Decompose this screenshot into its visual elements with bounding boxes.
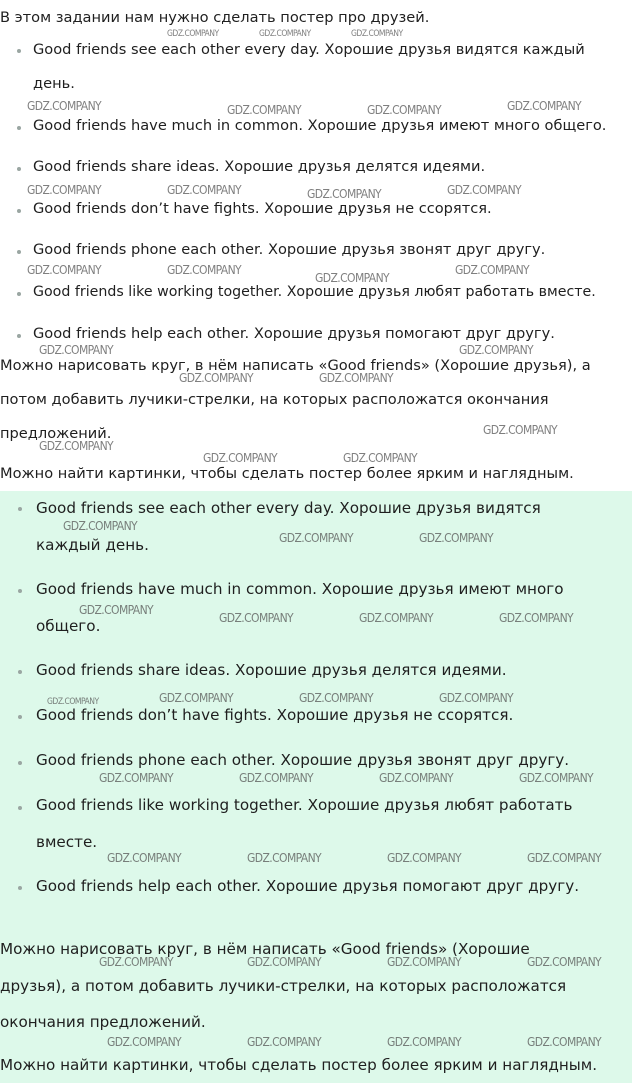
- watermark: GDZ.COMPANY: [379, 771, 454, 785]
- watermark: GDZ.COMPANY: [455, 263, 530, 277]
- watermark: GDZ.COMPANY: [239, 771, 314, 785]
- list-item: Good friends have much in common. Хорошие друзья имеют много: [36, 580, 564, 598]
- list-item: Good friends phone each other. Хорошие друзья звонят друг другу.: [36, 751, 570, 769]
- watermark: GDZ.COMPANY: [315, 271, 390, 285]
- watermark: GDZ.COMPANY: [527, 955, 602, 969]
- watermark: GDZ.COMPANY: [279, 531, 354, 545]
- watermark: GDZ.COMPANY: [519, 771, 594, 785]
- watermark: GDZ.COMPANY: [351, 29, 403, 39]
- watermark: GDZ.COMPANY: [39, 343, 114, 357]
- watermark: GDZ.COMPANY: [99, 955, 174, 969]
- paragraph-line: Можно нарисовать круг, в нём написать «Good friends» (Хорошие: [0, 940, 530, 958]
- watermark: GDZ.COMPANY: [527, 851, 602, 865]
- watermark: GDZ.COMPANY: [247, 1035, 322, 1049]
- watermark: GDZ.COMPANY: [167, 183, 242, 197]
- bullet: [18, 806, 22, 810]
- paragraph-line: окончания предложений.: [0, 1013, 206, 1031]
- paragraph-line: предложений.: [0, 425, 112, 442]
- watermark: GDZ.COMPANY: [167, 263, 242, 277]
- bullet: [18, 507, 22, 511]
- list-item: Good friends help each other. Хорошие друзья помогают друг другу.: [33, 325, 555, 342]
- watermark: GDZ.COMPANY: [387, 955, 462, 969]
- watermark: GDZ.COMPANY: [419, 531, 494, 545]
- watermark: GDZ.COMPANY: [459, 343, 534, 357]
- watermark: GDZ.COMPANY: [527, 1035, 602, 1049]
- list-item-continuation: день.: [33, 75, 75, 92]
- list-item-continuation: вместе.: [36, 833, 98, 851]
- list-item: Good friends like working together. Хорошие друзья любят работать вместе.: [33, 284, 596, 300]
- bullet: [17, 250, 21, 254]
- watermark: GDZ.COMPANY: [343, 451, 418, 465]
- watermark: GDZ.COMPANY: [63, 519, 138, 533]
- watermark: GDZ.COMPANY: [203, 451, 278, 465]
- watermark: GDZ.COMPANY: [387, 1035, 462, 1049]
- watermark: GDZ.COMPANY: [319, 371, 394, 385]
- watermark: GDZ.COMPANY: [167, 29, 219, 39]
- paragraph-line: друзья), а потом добавить лучики-стрелки, на которых расположатся: [0, 977, 567, 995]
- watermark: GDZ.COMPANY: [107, 851, 182, 865]
- watermark: GDZ.COMPANY: [367, 103, 442, 117]
- paragraph: Можно найти картинки, чтобы сделать постер более ярким и наглядным.: [0, 465, 574, 482]
- watermark: GDZ.COMPANY: [483, 423, 558, 437]
- list-item: Good friends share ideas. Хорошие друзья делятся идеями.: [33, 158, 486, 175]
- watermark: GDZ.COMPANY: [27, 99, 102, 113]
- watermark: GDZ.COMPANY: [247, 851, 322, 865]
- watermark: GDZ.COMPANY: [499, 611, 574, 625]
- watermark: GDZ.COMPANY: [27, 183, 102, 197]
- bullet: [17, 209, 21, 213]
- list-item: Good friends phone each other. Хорошие друзья звонят друг другу.: [33, 241, 546, 258]
- watermark: GDZ.COMPANY: [247, 955, 322, 969]
- list-item: Good friends like working together. Хорошие друзья любят работать: [36, 796, 573, 814]
- watermark: GDZ.COMPANY: [359, 611, 434, 625]
- watermark: GDZ.COMPANY: [159, 691, 234, 705]
- watermark: GDZ.COMPANY: [227, 103, 302, 117]
- bullet: [18, 761, 22, 765]
- watermark: GDZ.COMPANY: [39, 439, 114, 453]
- intro-text: В этом задании нам нужно сделать постер про друзей.: [0, 9, 430, 26]
- bullet: [18, 886, 22, 890]
- watermark: GDZ.COMPANY: [99, 771, 174, 785]
- watermark: GDZ.COMPANY: [27, 263, 102, 277]
- list-item: Good friends see each other every day. Хорошие друзья видятся каждый: [33, 41, 585, 58]
- bullet: [18, 670, 22, 674]
- paragraph-line: потом добавить лучики-стрелки, на которых расположатся окончания: [0, 391, 549, 408]
- watermark: GDZ.COMPANY: [439, 691, 514, 705]
- watermark: GDZ.COMPANY: [107, 1035, 182, 1049]
- watermark: GDZ.COMPANY: [179, 371, 254, 385]
- watermark: GDZ.COMPANY: [307, 187, 382, 201]
- list-item: Good friends share ideas. Хорошие друзья делятся идеями.: [36, 661, 507, 679]
- list-item: Good friends have much in common. Хорошие друзья имеют много общего.: [33, 117, 607, 134]
- watermark: GDZ.COMPANY: [219, 611, 294, 625]
- bullet: [17, 49, 21, 53]
- watermark: GDZ.COMPANY: [507, 99, 582, 113]
- list-item: Good friends don’t have fights. Хорошие друзья не ссорятся.: [33, 200, 492, 217]
- watermark: GDZ.COMPANY: [47, 697, 99, 707]
- list-item: Good friends don’t have fights. Хорошие друзья не ссорятся.: [36, 706, 514, 724]
- watermark: GDZ.COMPANY: [447, 183, 522, 197]
- bullet: [17, 292, 21, 296]
- paragraph-line: Можно нарисовать круг, в нём написать «Good friends» (Хорошие друзья), а: [0, 357, 591, 374]
- bullet: [18, 715, 22, 719]
- list-item: Good friends help each other. Хорошие друзья помогают друг другу.: [36, 877, 580, 895]
- watermark: GDZ.COMPANY: [387, 851, 462, 865]
- bullet: [18, 589, 22, 593]
- watermark: GDZ.COMPANY: [259, 29, 311, 39]
- bullet: [17, 334, 21, 338]
- paragraph: Можно найти картинки, чтобы сделать постер более ярким и наглядным.: [0, 1056, 598, 1074]
- bullet: [17, 126, 21, 130]
- watermark: GDZ.COMPANY: [299, 691, 374, 705]
- bullet: [17, 167, 21, 171]
- list-item-continuation: каждый день.: [36, 536, 149, 554]
- list-item-continuation: общего.: [36, 617, 101, 635]
- list-item: Good friends see each other every day. Хорошие друзья видятся: [36, 499, 541, 517]
- watermark: GDZ.COMPANY: [79, 603, 154, 617]
